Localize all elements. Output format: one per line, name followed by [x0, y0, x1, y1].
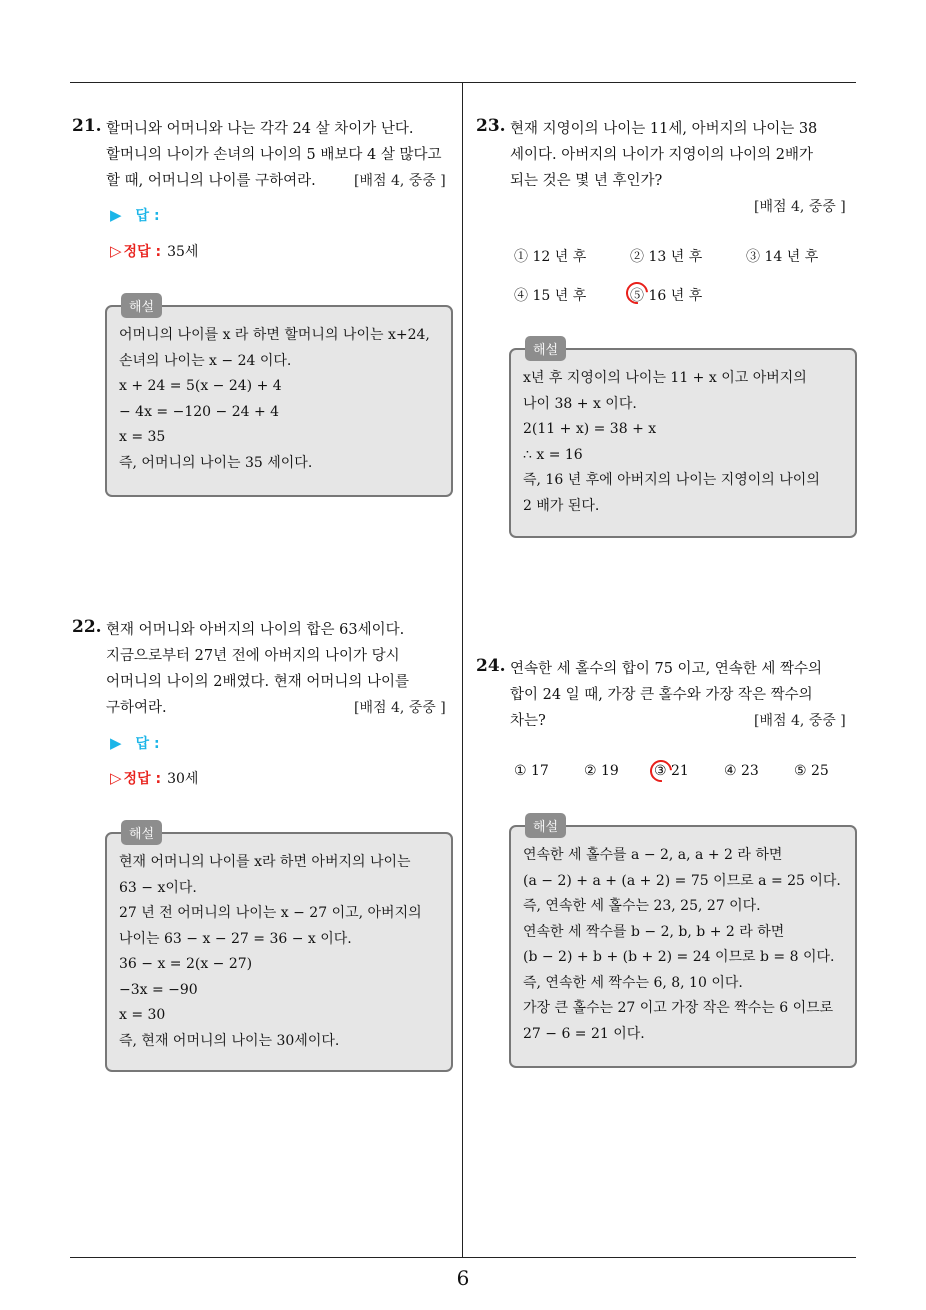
problem-line: 세이다. 아버지의 나이가 지영이의 나이의 2배가: [510, 147, 814, 163]
score-difficulty: [배점 4, 중중 ]: [754, 713, 846, 729]
problem-line: 현재 어머니와 아버지의 나이의 합은 63세이다.: [106, 622, 405, 638]
outline-triangle-icon: ▷: [110, 769, 122, 787]
explanation-box: [509, 820, 857, 1068]
explanation-line: x년 후 지영이의 나이는 11 + x 이고 아버지의: [523, 370, 807, 386]
top-rule: [70, 82, 856, 83]
explanation-line: x + 24 = 5(x − 24) + 4: [119, 378, 282, 394]
problem-number: 22.: [72, 617, 102, 637]
explanation-line: 가장 큰 홀수는 27 이고 가장 작은 짝수는 6 이므로: [523, 1000, 834, 1016]
explanation-line: 손녀의 나이는 x − 24 이다.: [119, 352, 292, 369]
explanation-line: 어머니의 나이를 x 라 하면 할머니의 나이는 x+24,: [119, 327, 430, 343]
problem-line: 연속한 세 홀수의 합이 75 이고, 연속한 세 짝수의: [510, 661, 823, 677]
problem-number: 23.: [476, 116, 506, 136]
play-triangle-icon: ▶: [110, 206, 122, 224]
explanation-line: 2 배가 된다.: [523, 497, 600, 514]
problem-line: 합이 24 일 때, 가장 큰 홀수와 가장 작은 짝수의: [510, 687, 813, 703]
explanation-tag: 해설: [525, 336, 566, 361]
problem-line: 지금으로부터 27년 전에 아버지의 나이가 당시: [106, 648, 400, 664]
problem-number: 24.: [476, 656, 506, 676]
explanation-tag: 해설: [121, 820, 162, 845]
choice-3[interactable]: ③ 14 년 후: [746, 249, 819, 265]
correct-label: 정답 :: [123, 771, 162, 787]
score-difficulty: [배점 4, 중중 ]: [754, 199, 846, 215]
problem-23: [476, 116, 860, 215]
choice-list: [514, 246, 854, 306]
explanation-line: 2(11 + x) = 38 + x: [523, 421, 657, 437]
explanation-line: 현재 어머니의 나이를 x라 하면 아버지의 나이는: [119, 854, 411, 870]
correct-label: 정답 :: [123, 244, 162, 260]
score-difficulty: [배점 4, 중중 ]: [354, 173, 446, 189]
explanation-line: 즉, 16 년 후에 아버지의 나이는 지영이의 나이의: [523, 472, 820, 488]
explanation-tag: 해설: [121, 293, 162, 318]
problem-line: 어머니의 나이의 2배였다. 현재 어머니의 나이를: [106, 674, 410, 690]
problem-line: 현재 지영이의 나이는 11세, 아버지의 나이는 38: [510, 121, 818, 137]
explanation-line: 나이 38 + x 이다.: [523, 395, 637, 412]
problem-line: 할머니와 어머니와 나는 각각 24 살 차이가 난다.: [106, 121, 414, 137]
problem-line: 차는?: [510, 713, 546, 729]
correct-answer-row: [110, 241, 198, 261]
choice-2[interactable]: ② 19: [584, 763, 619, 779]
answer-input-row[interactable]: [110, 733, 160, 753]
page-number: 6: [456, 1266, 470, 1290]
column-divider: [462, 82, 463, 1258]
explanation-line: 연속한 세 홀수를 a − 2, a, a + 2 라 하면: [523, 847, 783, 863]
explanation-line: − 4x = −120 − 24 + 4: [119, 403, 280, 420]
explanation-line: 36 − x = 2(x − 27): [119, 956, 253, 972]
problem-22: [72, 617, 458, 721]
problem-line: 되는 것은 몇 년 후인가?: [510, 173, 663, 189]
explanation-line: 즉, 어머니의 나이는 35 세이다.: [119, 454, 313, 471]
explanation-line: 63 − x이다.: [119, 879, 197, 896]
explanation-line: (b − 2) + b + (b + 2) = 24 이므로 b = 8 이다.: [523, 949, 835, 965]
choice-5[interactable]: [630, 285, 702, 305]
correct-value: 30세: [167, 771, 199, 787]
choice-4[interactable]: ④ 23: [724, 763, 759, 779]
correct-answer-row: [110, 768, 198, 788]
correct-value: 35세: [167, 244, 199, 260]
explanation-box: [105, 300, 453, 497]
explanation-box: [105, 827, 453, 1072]
explanation-line: −3x = −90: [119, 981, 198, 998]
explanation-line: 연속한 세 짝수를 b − 2, b, b + 2 라 하면: [523, 923, 785, 940]
explanation-line: 즉, 현재 어머니의 나이는 30세이다.: [119, 1032, 340, 1049]
explanation-line: x = 35: [119, 429, 166, 445]
explanation-line: 27 − 6 = 21 이다.: [523, 1025, 645, 1042]
choice-list: [514, 763, 854, 787]
explanation-line: (a − 2) + a + (a + 2) = 75 이므로 a = 25 이다.: [523, 872, 841, 889]
explanation-line: x = 30: [119, 1007, 166, 1023]
bottom-rule: [70, 1257, 856, 1258]
choice-2[interactable]: ② 13 년 후: [630, 249, 703, 265]
choice-1[interactable]: ① 17: [514, 763, 549, 779]
explanation-line: 나이는 63 − x − 27 = 36 − x 이다.: [119, 930, 352, 947]
choice-1[interactable]: ① 12 년 후: [514, 249, 587, 265]
explanation-line: ∴ x = 16: [523, 446, 583, 463]
explanation-line: 즉, 연속한 세 홀수는 23, 25, 27 이다.: [523, 898, 761, 914]
choice-5[interactable]: ⑤ 25: [794, 763, 829, 779]
explanation-line: 즉, 연속한 세 짝수는 6, 8, 10 이다.: [523, 974, 743, 991]
problem-21: [72, 116, 458, 194]
problem-24: [476, 656, 860, 734]
problem-line: 할머니의 나이가 손녀의 나이의 5 배보다 4 살 많다고: [106, 147, 442, 163]
choice-label: ③ 21: [654, 763, 689, 779]
answer-label: 답 :: [135, 208, 160, 224]
selected-circle-mark: [646, 756, 677, 787]
answer-label: 답 :: [135, 736, 160, 752]
problem-text: [510, 116, 860, 194]
outline-triangle-icon: ▷: [110, 242, 122, 260]
problem-number: 21.: [72, 116, 102, 136]
answer-input-row[interactable]: [110, 205, 160, 225]
score-difficulty: [배점 4, 중중 ]: [354, 700, 446, 716]
problem-line: 할 때, 어머니의 나이를 구하여라.: [106, 173, 316, 189]
explanation-box: [509, 343, 857, 538]
choice-3[interactable]: [654, 763, 689, 779]
explanation-line: 27 년 전 어머니의 나이는 x − 27 이고, 아버지의: [119, 905, 422, 921]
choice-4[interactable]: ④ 15 년 후: [514, 288, 587, 304]
play-triangle-icon: ▶: [110, 734, 122, 752]
explanation-tag: 해설: [525, 813, 566, 838]
problem-line: 구하여라.: [106, 700, 167, 716]
choice-label: ⑤ 16 년 후: [630, 288, 703, 304]
